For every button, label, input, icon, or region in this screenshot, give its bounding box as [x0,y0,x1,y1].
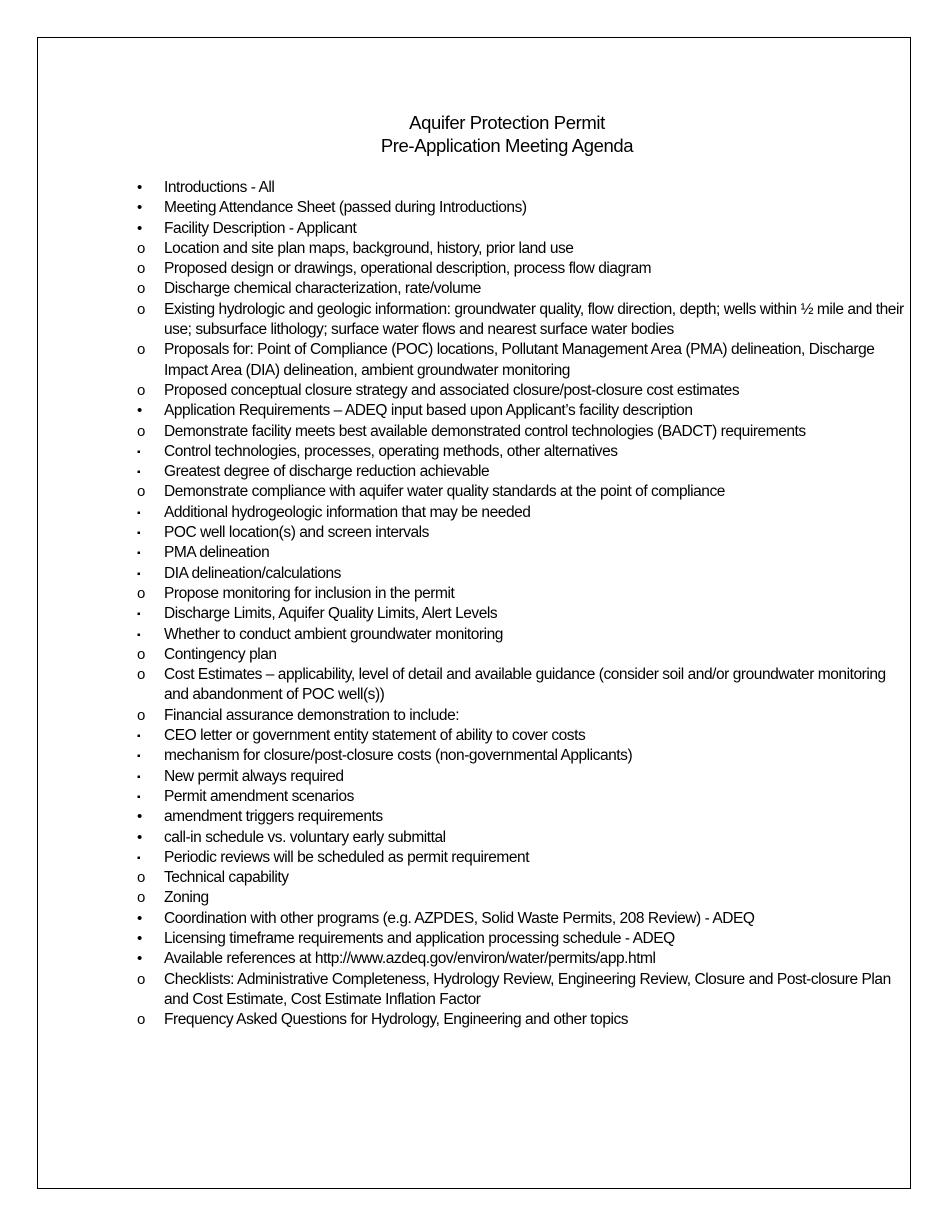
sub-sub-item [137,746,904,766]
circle-bullet-icon: o [137,300,145,318]
agenda-item [137,401,904,908]
sub-item [137,584,904,645]
nested-list [137,807,904,848]
sub-sub-item [137,503,904,523]
circle-bullet-icon: o [137,869,145,887]
circle-bullet-icon: o [137,889,145,907]
square-bullet-icon: ▪ [137,446,141,458]
agenda-item-text: Available references at http://www.azdeq.gov/environ/water/permits/app.html [164,950,656,968]
sub-item [137,381,904,401]
sub-item-text: Cost Estimates – applicability, level of detail and available guidance (consider soil and/or groundwater monitoring and abandonment of POC well(s)) [164,666,886,704]
sub-sub-list [137,503,904,584]
square-bullet-icon: ▪ [137,507,141,519]
sub-item [137,888,904,908]
circle-bullet-icon: o [137,584,145,602]
sub-list [137,970,904,1031]
sub-item-text: Location and site plan maps, background, history, prior land use [164,239,574,257]
sub-list [137,239,904,401]
sub-sub-item-text: Periodic reviews will be scheduled as permit requirement [164,848,530,866]
sub-item-text: Proposals for: Point of Compliance (POC) locations, Pollutant Management Area (PMA) delineation, Discharge Impact Area (DIA) delineation, ambient groundwater monitoring [164,341,875,379]
square-bullet-icon: ▪ [137,568,141,580]
agenda-list [137,178,904,1030]
agenda-item [137,949,904,1030]
sub-sub-list [137,604,904,645]
sub-item-text: Zoning [164,889,209,907]
sub-sub-item [137,848,904,868]
bullet-icon: • [137,219,142,237]
circle-bullet-icon: o [137,666,145,684]
bullet-icon: • [137,808,142,826]
agenda-item-text: Application Requirements – ADEQ input based upon Applicant’s facility description [164,402,693,420]
sub-sub-item [137,625,904,645]
circle-bullet-icon: o [137,239,145,257]
sub-sub-item [137,726,904,746]
bullet-icon: • [137,929,142,947]
circle-bullet-icon: o [137,341,145,359]
bullet-icon: • [137,199,142,217]
sub-sub-item-text: Permit amendment scenarios [164,787,354,805]
sub-item [137,970,904,1011]
agenda-item [137,219,904,402]
nested-item-text: amendment triggers requirements [164,808,383,826]
sub-item-text: Frequency Asked Questions for Hydrology, Engineering and other topics [164,1011,629,1029]
agenda-item-text: Coordination with other programs (e.g. AZPDES, Solid Waste Permits, 208 Review) - ADEQ [164,909,755,927]
sub-item [137,279,904,299]
sub-list [137,422,904,909]
square-bullet-icon: ▪ [137,629,141,641]
circle-bullet-icon: o [137,422,145,440]
circle-bullet-icon: o [137,1011,145,1029]
sub-sub-item-text: Whether to conduct ambient groundwater monitoring [164,625,503,643]
sub-sub-item [137,462,904,482]
square-bullet-icon: ▪ [137,771,141,783]
square-bullet-icon: ▪ [137,548,141,560]
sub-sub-item-text: DIA delineation/calculations [164,564,341,582]
circle-bullet-icon: o [137,706,145,724]
bullet-icon: • [137,828,142,846]
sub-item [137,422,904,483]
sub-item-text: Demonstrate facility meets best available demonstrated control technologies (BADCT) requirements [164,422,806,440]
sub-item-text: Technical capability [164,869,289,887]
sub-sub-item [137,767,904,787]
sub-item-text: Checklists: Administrative Completeness, Hydrology Review, Engineering Review, Closure and Post-closure Plan and Cost Estimate, Cost Estimate Inflation Factor [164,970,891,1008]
sub-sub-item-text: POC well location(s) and screen intervals [164,524,429,542]
circle-bullet-icon: o [137,280,145,298]
agenda-item-text: Meeting Attendance Sheet (passed during Introductions) [164,199,527,217]
square-bullet-icon: ▪ [137,528,141,540]
sub-sub-item-text: Discharge Limits, Aquifer Quality Limits, Alert Levels [164,605,498,623]
agenda-item [137,198,904,218]
sub-sub-list [137,442,904,483]
square-bullet-icon: ▪ [137,731,141,743]
sub-sub-item-text: CEO letter or government entity statement of ability to cover costs [164,727,586,745]
bullet-icon: • [137,950,142,968]
sub-item [137,239,904,259]
sub-sub-item [137,523,904,543]
document-title: Aquifer Protection Permit [409,112,605,133]
agenda-item-text: Introductions - All [164,179,275,196]
circle-bullet-icon: o [137,260,145,278]
circle-bullet-icon: o [137,381,145,399]
sub-sub-item-text: Additional hydrogeologic information that may be needed [164,503,531,521]
sub-item [137,665,904,706]
sub-sub-list [137,726,904,868]
sub-item-text: Propose monitoring for inclusion in the permit [164,584,455,602]
agenda-item-text: Licensing timeframe requirements and application processing schedule - ADEQ [164,929,675,947]
sub-item [137,340,904,381]
square-bullet-icon: ▪ [137,852,141,864]
sub-sub-item [137,543,904,563]
sub-item [137,645,904,665]
document-header [37,111,950,157]
bullet-icon: • [137,909,142,927]
circle-bullet-icon: o [137,645,145,663]
sub-sub-item-text: PMA delineation [164,544,270,562]
nested-item [137,828,904,848]
sub-item [137,1010,904,1030]
agenda-item [137,909,904,929]
sub-item-text: Discharge chemical characterization, rate/volume [164,280,481,298]
bullet-icon: • [137,179,142,196]
document-subtitle: Pre-Application Meeting Agenda [380,135,634,156]
sub-sub-item [137,604,904,624]
sub-sub-item [137,787,904,848]
square-bullet-icon: ▪ [137,467,141,479]
nested-item-text: call-in schedule vs. voluntary early submittal [164,828,446,846]
sub-sub-item-text: New permit always required [164,767,344,785]
agenda-item [137,178,904,198]
circle-bullet-icon: o [137,970,145,988]
sub-item-text: Financial assurance demonstration to include: [164,706,460,724]
sub-sub-item-text: Greatest degree of discharge reduction achievable [164,463,490,481]
sub-sub-item [137,564,904,584]
sub-item [137,259,904,279]
sub-sub-item [137,442,904,462]
sub-item-text: Contingency plan [164,645,277,663]
sub-item-text: Proposed design or drawings, operational description, process flow diagram [164,260,652,278]
square-bullet-icon: ▪ [137,751,141,763]
agenda-item-text: Facility Description - Applicant [164,219,357,237]
sub-sub-item-text: Control technologies, processes, operating methods, other alternatives [164,442,618,460]
agenda-item [137,929,904,949]
sub-item [137,706,904,868]
sub-item-text: Proposed conceptual closure strategy and associated closure/post-closure cost estimates [164,381,740,399]
square-bullet-icon: ▪ [137,791,141,803]
square-bullet-icon: ▪ [137,609,141,621]
bullet-icon: • [137,402,142,420]
circle-bullet-icon: o [137,483,145,501]
sub-item-text: Demonstrate compliance with aquifer water quality standards at the point of compliance [164,483,725,501]
sub-item [137,868,904,888]
nested-item [137,807,904,827]
sub-item-text: Existing hydrologic and geologic information: groundwater quality, flow direction, depth; wells within ½ mile and their use; subsurface lithology; surface water flows and nearest surface water bodies [164,300,904,339]
sub-item [137,482,904,583]
sub-item [137,300,904,341]
sub-sub-item-text: mechanism for closure/post-closure costs (non-governmental Applicants) [164,747,633,765]
